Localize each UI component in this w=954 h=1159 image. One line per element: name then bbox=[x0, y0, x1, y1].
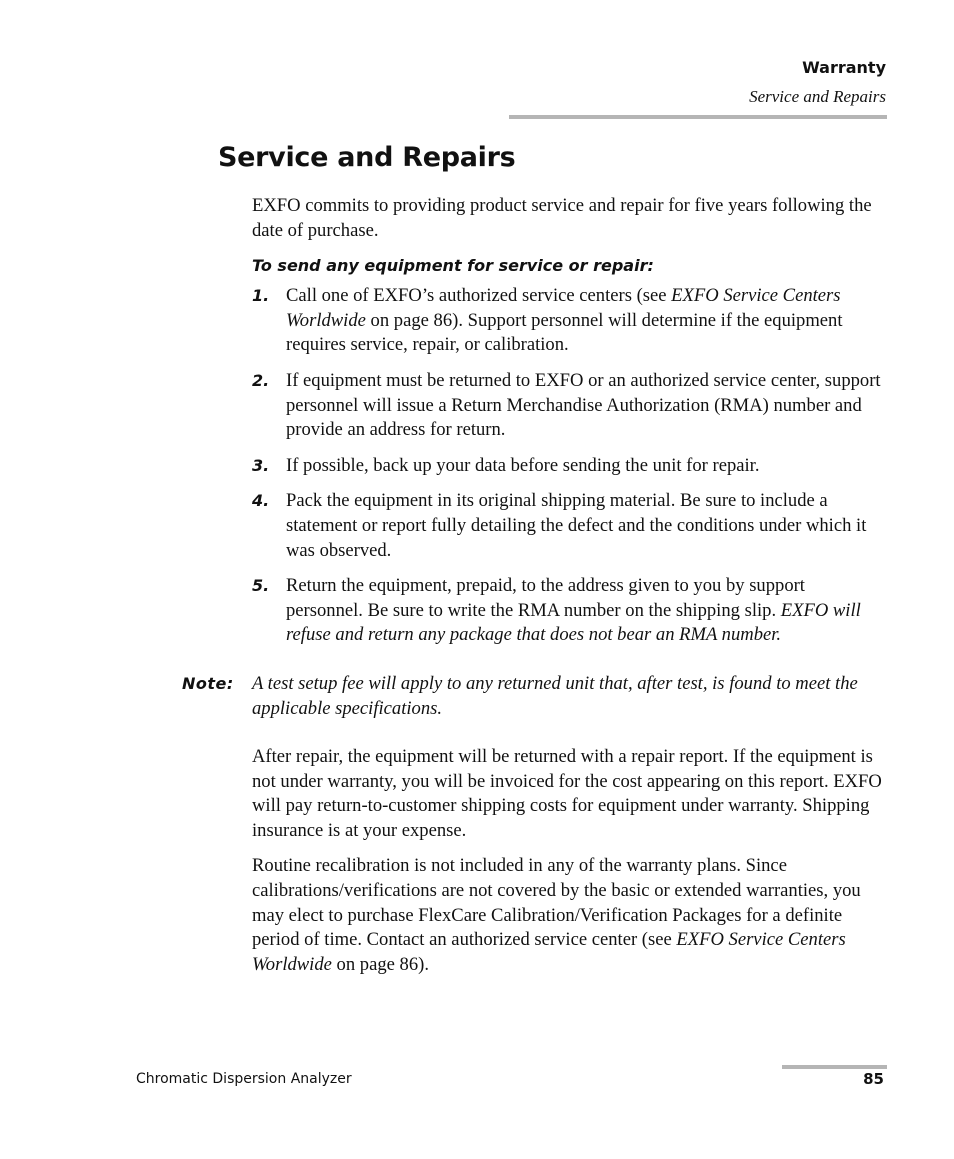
footer-rule bbox=[782, 1065, 887, 1069]
step-2 bbox=[252, 369, 886, 443]
after-repair-paragraph: After repair, the equipment will be returned with a repair report. If the equipment is not under warranty, you will be invoiced for the cost appearing on this report. EXFO will pay return-to-customer shipping costs for equipment under warranty. Shipping insurance is at your expense. bbox=[252, 746, 882, 841]
running-header-chapter: Warranty bbox=[802, 58, 886, 77]
footer-doc-title: Chromatic Dispersion Analyzer bbox=[136, 1071, 352, 1087]
page-number: 85 bbox=[863, 1070, 884, 1088]
note-label: Note: bbox=[182, 673, 234, 693]
step-number: 1. bbox=[252, 286, 270, 306]
paragraph-text: Routine recalibration is not included in any of the warranty plans. Since calibrations/verifications are not covered by the basic or extended warranties, you may elect to purchase FlexCare Calibration/Verification Packages for a definite period of time. Contact an authorized service center (see bbox=[252, 855, 861, 951]
step-4 bbox=[252, 489, 886, 563]
intro-paragraph: EXFO commits to providing product service and repair for five years following the date of purchase. bbox=[252, 195, 872, 241]
step-3 bbox=[252, 454, 886, 479]
cross-reference: EXFO Service Centers Worldwide bbox=[286, 285, 841, 331]
note-block bbox=[182, 672, 886, 721]
step-1 bbox=[252, 284, 886, 358]
procedure-steps bbox=[252, 284, 886, 648]
recalibration-paragraph bbox=[252, 854, 886, 977]
step-number: 2. bbox=[252, 370, 270, 390]
paragraph-text: on page 86). bbox=[331, 953, 429, 975]
step-number: 5. bbox=[252, 576, 270, 596]
step-text: If possible, back up your data before sending the unit for repair. bbox=[286, 454, 760, 476]
step-number: 3. bbox=[252, 455, 270, 475]
step-5 bbox=[252, 574, 886, 648]
page-title: Service and Repairs bbox=[218, 142, 516, 173]
step-text: on page 86). Support personnel will determine if the equipment requires service, repair, or calibration. bbox=[286, 309, 843, 356]
note-text: A test setup fee will apply to any returned unit that, after test, is found to meet the applicable specifications. bbox=[252, 672, 858, 719]
step-text: Pack the equipment in its original shipping material. Be sure to include a statement or report fully detailing the defect and the conditions under which it was observed. bbox=[286, 490, 867, 561]
page-body bbox=[182, 194, 886, 988]
running-header-section: Service and Repairs bbox=[749, 87, 886, 106]
cross-reference: EXFO Service Centers Worldwide bbox=[252, 929, 846, 975]
header-rule bbox=[509, 115, 887, 119]
step-text: Return the equipment, prepaid, to the address given to you by support personnel. Be sure to write the RMA number on the shipping slip. bbox=[286, 575, 805, 621]
step-text: If equipment must be returned to EXFO or an authorized service center, support personnel will issue a Return Merchandise Authorization (RMA) number and provide an address for return. bbox=[286, 369, 881, 441]
step-number: 4. bbox=[252, 491, 270, 511]
step-text: Call one of EXFO’s authorized service centers (see bbox=[286, 285, 672, 307]
procedure-title: To send any equipment for service or repair: bbox=[252, 256, 654, 276]
step-emphasis: EXFO will refuse and return any package that does not bear an RMA number. bbox=[286, 599, 861, 646]
